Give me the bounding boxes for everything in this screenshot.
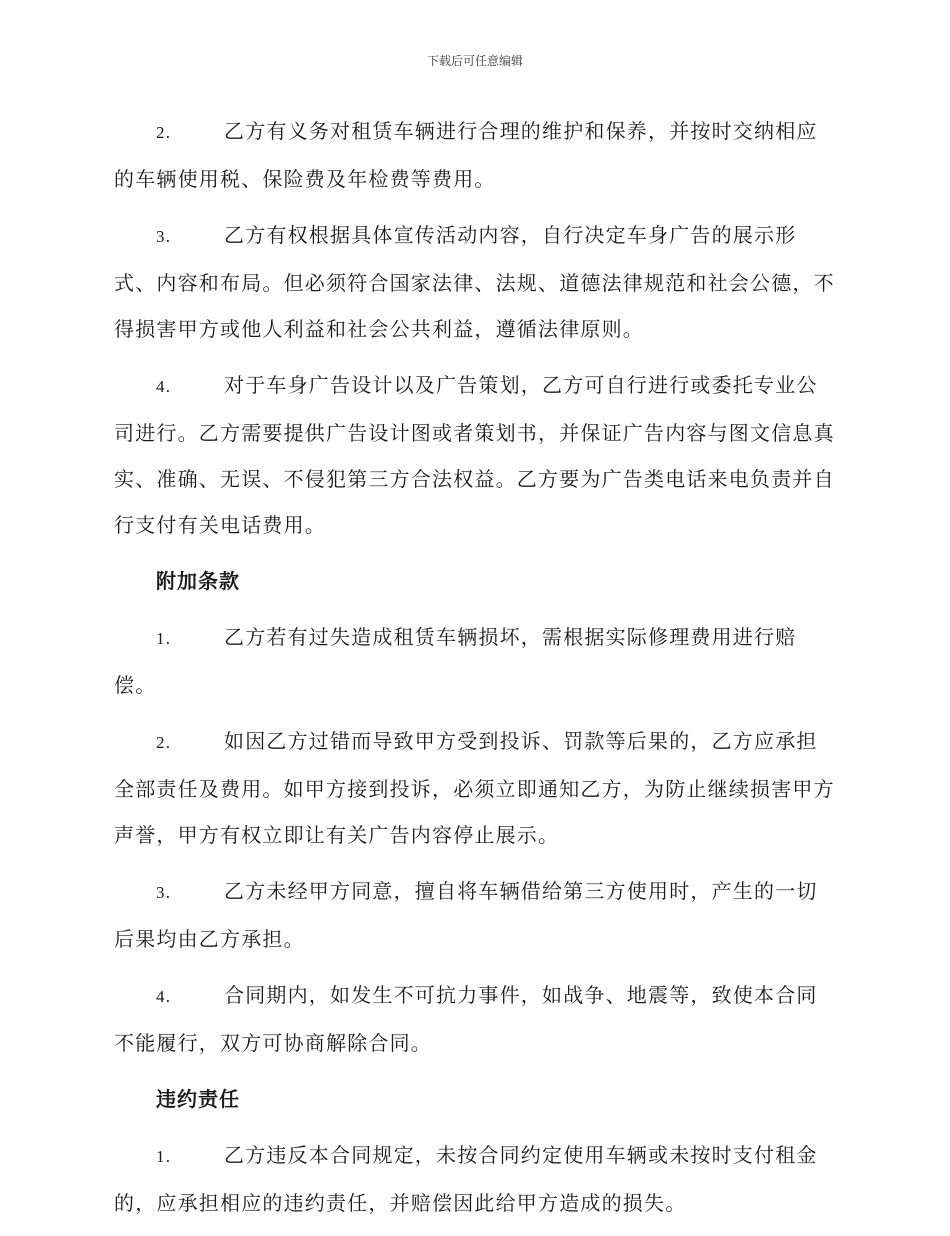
section-heading: 附加条款	[156, 569, 240, 593]
clause-number: 1.	[156, 629, 172, 648]
clause-text: 如因乙方过错而导致甲方受到投诉、罚款等后果的，乙方应承担全部责任及费用。如甲方接到投诉，必须立即通知乙方，为防止继续损害甲方声誉，甲方有权立即让有关广告内容停止展示。	[114, 729, 835, 847]
clause-item	[114, 212, 836, 352]
clause-number: 1.	[156, 1147, 172, 1166]
clause-number: 2.	[156, 733, 172, 752]
clause-text: 乙方未经甲方同意，擅自将车辆借给第三方使用时，产生的一切后果均由乙方承担。	[114, 879, 818, 951]
page-header: 下载后可任意编辑	[426, 54, 523, 68]
document-body	[114, 108, 836, 1236]
clause-item	[114, 614, 836, 708]
clause-item	[114, 868, 836, 962]
clause-number: 3.	[156, 883, 172, 902]
clause-item	[114, 362, 836, 548]
clause-text: 合同期内，如发生不可抗力事件，如战争、地震等，致使本合同不能履行，双方可协商解除合同。	[114, 983, 818, 1055]
clause-number: 2.	[156, 123, 172, 142]
clause-text: 乙方违反本合同规定，未按合同约定使用车辆或未按时支付租金的，应承担相应的违约责任，并赔偿因此给甲方造成的损失。	[114, 1143, 818, 1215]
clause-text: 乙方有权根据具体宣传活动内容，自行决定车身广告的展示形式、内容和布局。但必须符合国家法律、法规、道德法律规范和社会公德，不得损害甲方或他人利益和社会公共利益，遵循法律原则。	[114, 223, 835, 341]
clause-text: 乙方有义务对租赁车辆进行合理的维护和保养，并按时交纳相应的车辆使用税、保险费及年检费等费用。	[114, 119, 818, 191]
clause-item	[114, 718, 836, 858]
clause-item	[114, 972, 836, 1066]
clause-item	[114, 1132, 836, 1226]
clause-number: 3.	[156, 227, 172, 246]
clause-text: 对于车身广告设计以及广告策划，乙方可自行进行或委托专业公司进行。乙方需要提供广告设计图或者策划书，并保证广告内容与图文信息真实、准确、无误、不侵犯第三方合法权益。乙方要为广告类电话来电负责并自行支付有关电话费用。	[114, 373, 835, 537]
clause-number: 4.	[156, 987, 172, 1006]
clause-item	[114, 108, 836, 202]
clause-text: 乙方若有过失造成租赁车辆损坏，需根据实际修理费用进行赔偿。	[114, 625, 797, 697]
section-heading: 违约责任	[156, 1087, 240, 1111]
clause-number: 4.	[156, 377, 172, 396]
